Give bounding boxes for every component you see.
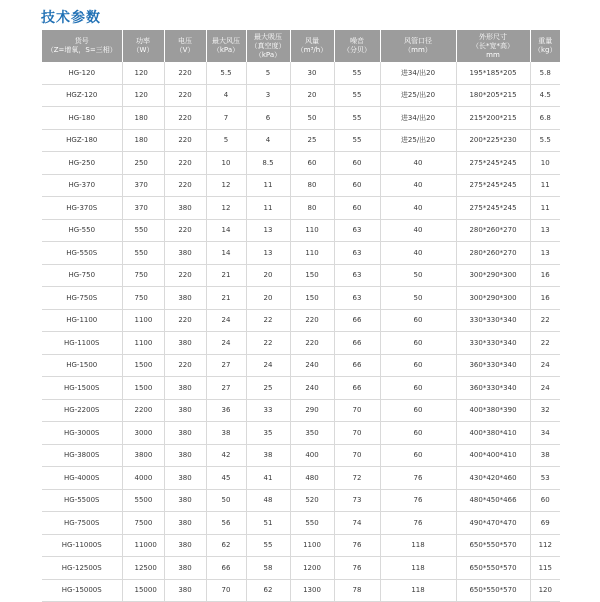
cell-weight: 69	[530, 512, 560, 535]
cell-noise: 60	[334, 174, 380, 197]
cell-max-wind-pressure: 36	[206, 399, 246, 422]
cell-weight: 5.8	[530, 62, 560, 84]
cell-dimensions: 300*290*300	[456, 264, 530, 287]
cell-max-wind-pressure: 70	[206, 579, 246, 602]
cell-max-wind-pressure: 50	[206, 489, 246, 512]
table-row	[42, 422, 560, 445]
cell-model: HGZ-120	[42, 84, 122, 107]
cell-max-vacuum: 4	[246, 129, 290, 152]
cell-power: 11000	[122, 534, 164, 557]
cell-dimensions: 200*225*230	[456, 129, 530, 152]
cell-voltage: 380	[164, 287, 206, 310]
cell-pipe-diameter: 118	[380, 557, 456, 580]
cell-dimensions: 650*550*570	[456, 579, 530, 602]
cell-weight: 6.8	[530, 107, 560, 130]
cell-max-vacuum: 58	[246, 557, 290, 580]
cell-power: 7500	[122, 512, 164, 535]
cell-power: 120	[122, 62, 164, 84]
cell-model: HG-370	[42, 174, 122, 197]
header-max-wind-pressure: 最大风压 （kPa）	[206, 30, 246, 62]
cell-pipe-diameter: 60	[380, 422, 456, 445]
cell-max-vacuum: 35	[246, 422, 290, 445]
cell-noise: 66	[334, 332, 380, 355]
table-row	[42, 197, 560, 220]
cell-noise: 66	[334, 354, 380, 377]
cell-max-vacuum: 22	[246, 332, 290, 355]
table-row	[42, 84, 560, 107]
cell-dimensions: 215*200*215	[456, 107, 530, 130]
cell-noise: 74	[334, 512, 380, 535]
cell-model: HG-1100S	[42, 332, 122, 355]
cell-max-wind-pressure: 27	[206, 377, 246, 400]
cell-dimensions: 330*330*340	[456, 332, 530, 355]
table-row	[42, 152, 560, 175]
spec-table	[42, 30, 560, 602]
cell-dimensions: 400*380*390	[456, 399, 530, 422]
cell-pipe-diameter: 76	[380, 489, 456, 512]
cell-power: 1500	[122, 377, 164, 400]
cell-dimensions: 430*420*460	[456, 467, 530, 490]
cell-pipe-diameter: 进34/出20	[380, 107, 456, 130]
cell-pipe-diameter: 40	[380, 242, 456, 265]
cell-voltage: 220	[164, 84, 206, 107]
cell-model: HG-180	[42, 107, 122, 130]
cell-max-wind-pressure: 38	[206, 422, 246, 445]
cell-voltage: 380	[164, 377, 206, 400]
cell-weight: 11	[530, 197, 560, 220]
cell-voltage: 220	[164, 107, 206, 130]
cell-dimensions: 650*550*570	[456, 534, 530, 557]
cell-air-volume: 80	[290, 174, 334, 197]
cell-max-wind-pressure: 62	[206, 534, 246, 557]
cell-air-volume: 1100	[290, 534, 334, 557]
table-row	[42, 264, 560, 287]
cell-power: 2200	[122, 399, 164, 422]
cell-pipe-diameter: 60	[380, 354, 456, 377]
cell-weight: 22	[530, 332, 560, 355]
cell-model: HG-370S	[42, 197, 122, 220]
cell-voltage: 220	[164, 129, 206, 152]
cell-air-volume: 220	[290, 309, 334, 332]
cell-weight: 32	[530, 399, 560, 422]
cell-pipe-diameter: 60	[380, 377, 456, 400]
cell-power: 250	[122, 152, 164, 175]
cell-max-wind-pressure: 14	[206, 219, 246, 242]
header-air-volume: 风量 （m³/h）	[290, 30, 334, 62]
cell-voltage: 380	[164, 534, 206, 557]
cell-power: 370	[122, 197, 164, 220]
header-noise: 噪音 （分贝）	[334, 30, 380, 62]
cell-max-vacuum: 51	[246, 512, 290, 535]
cell-air-volume: 1200	[290, 557, 334, 580]
cell-model: HG-750S	[42, 287, 122, 310]
cell-max-wind-pressure: 10	[206, 152, 246, 175]
header-max-vacuum: 最大吸压 （真空度） （kPa）	[246, 30, 290, 62]
cell-noise: 72	[334, 467, 380, 490]
cell-model: HG-3000S	[42, 422, 122, 445]
cell-dimensions: 490*470*470	[456, 512, 530, 535]
cell-model: HGZ-180	[42, 129, 122, 152]
cell-pipe-diameter: 60	[380, 332, 456, 355]
cell-voltage: 380	[164, 399, 206, 422]
cell-max-vacuum: 25	[246, 377, 290, 400]
cell-air-volume: 240	[290, 377, 334, 400]
cell-air-volume: 110	[290, 242, 334, 265]
cell-power: 180	[122, 129, 164, 152]
cell-voltage: 380	[164, 444, 206, 467]
cell-air-volume: 60	[290, 152, 334, 175]
cell-air-volume: 350	[290, 422, 334, 445]
table-row	[42, 377, 560, 400]
cell-voltage: 380	[164, 467, 206, 490]
cell-model: HG-1100	[42, 309, 122, 332]
cell-dimensions: 275*245*245	[456, 174, 530, 197]
header-power: 功率 （W）	[122, 30, 164, 62]
cell-max-vacuum: 3	[246, 84, 290, 107]
cell-voltage: 220	[164, 174, 206, 197]
cell-model: HG-7500S	[42, 512, 122, 535]
table-row	[42, 512, 560, 535]
cell-noise: 66	[334, 377, 380, 400]
cell-model: HG-250	[42, 152, 122, 175]
cell-dimensions: 360*330*340	[456, 377, 530, 400]
cell-air-volume: 150	[290, 287, 334, 310]
table-row	[42, 219, 560, 242]
cell-air-volume: 80	[290, 197, 334, 220]
cell-voltage: 220	[164, 152, 206, 175]
table-row	[42, 467, 560, 490]
table-row	[42, 174, 560, 197]
cell-power: 550	[122, 219, 164, 242]
cell-max-vacuum: 33	[246, 399, 290, 422]
cell-power: 4000	[122, 467, 164, 490]
cell-air-volume: 520	[290, 489, 334, 512]
cell-pipe-diameter: 60	[380, 309, 456, 332]
cell-model: HG-550	[42, 219, 122, 242]
cell-max-vacuum: 41	[246, 467, 290, 490]
cell-max-vacuum: 13	[246, 219, 290, 242]
table-row	[42, 129, 560, 152]
cell-weight: 34	[530, 422, 560, 445]
cell-max-wind-pressure: 27	[206, 354, 246, 377]
cell-power: 1100	[122, 309, 164, 332]
cell-dimensions: 400*400*410	[456, 444, 530, 467]
cell-power: 120	[122, 84, 164, 107]
cell-max-wind-pressure: 56	[206, 512, 246, 535]
table-row	[42, 107, 560, 130]
cell-power: 1500	[122, 354, 164, 377]
cell-power: 15000	[122, 579, 164, 602]
table-header-row	[42, 30, 560, 62]
header-weight: 重量 （kg）	[530, 30, 560, 62]
cell-weight: 115	[530, 557, 560, 580]
cell-noise: 63	[334, 264, 380, 287]
cell-weight: 11	[530, 174, 560, 197]
cell-max-wind-pressure: 5	[206, 129, 246, 152]
cell-model: HG-11000S	[42, 534, 122, 557]
cell-max-vacuum: 13	[246, 242, 290, 265]
cell-max-vacuum: 62	[246, 579, 290, 602]
cell-weight: 13	[530, 219, 560, 242]
cell-weight: 22	[530, 309, 560, 332]
cell-voltage: 220	[164, 354, 206, 377]
cell-max-wind-pressure: 21	[206, 287, 246, 310]
cell-pipe-diameter: 40	[380, 152, 456, 175]
cell-pipe-diameter: 60	[380, 399, 456, 422]
cell-max-wind-pressure: 5.5	[206, 62, 246, 84]
cell-pipe-diameter: 40	[380, 197, 456, 220]
cell-dimensions: 300*290*300	[456, 287, 530, 310]
cell-weight: 60	[530, 489, 560, 512]
cell-power: 3000	[122, 422, 164, 445]
cell-power: 750	[122, 264, 164, 287]
cell-weight: 10	[530, 152, 560, 175]
cell-max-wind-pressure: 12	[206, 174, 246, 197]
cell-weight: 38	[530, 444, 560, 467]
cell-dimensions: 280*260*270	[456, 219, 530, 242]
cell-model: HG-1500	[42, 354, 122, 377]
cell-weight: 13	[530, 242, 560, 265]
cell-max-wind-pressure: 24	[206, 332, 246, 355]
cell-dimensions: 275*245*245	[456, 197, 530, 220]
cell-dimensions: 195*185*205	[456, 62, 530, 84]
table-row	[42, 489, 560, 512]
cell-dimensions: 650*550*570	[456, 557, 530, 580]
cell-pipe-diameter: 40	[380, 174, 456, 197]
table-row	[42, 399, 560, 422]
cell-dimensions: 400*380*410	[456, 422, 530, 445]
cell-air-volume: 150	[290, 264, 334, 287]
cell-dimensions: 330*330*340	[456, 309, 530, 332]
cell-model: HG-750	[42, 264, 122, 287]
cell-weight: 16	[530, 264, 560, 287]
cell-voltage: 380	[164, 579, 206, 602]
cell-weight: 24	[530, 354, 560, 377]
cell-air-volume: 50	[290, 107, 334, 130]
cell-power: 1100	[122, 332, 164, 355]
cell-dimensions: 280*260*270	[456, 242, 530, 265]
cell-noise: 55	[334, 84, 380, 107]
cell-noise: 55	[334, 129, 380, 152]
cell-pipe-diameter: 76	[380, 512, 456, 535]
cell-max-vacuum: 6	[246, 107, 290, 130]
cell-air-volume: 30	[290, 62, 334, 84]
cell-noise: 70	[334, 444, 380, 467]
cell-voltage: 380	[164, 557, 206, 580]
cell-pipe-diameter: 50	[380, 287, 456, 310]
cell-noise: 76	[334, 557, 380, 580]
cell-pipe-diameter: 50	[380, 264, 456, 287]
table-row	[42, 579, 560, 602]
cell-pipe-diameter: 60	[380, 444, 456, 467]
cell-weight: 120	[530, 579, 560, 602]
table-row	[42, 534, 560, 557]
cell-model: HG-4000S	[42, 467, 122, 490]
cell-noise: 76	[334, 534, 380, 557]
cell-pipe-diameter: 40	[380, 219, 456, 242]
cell-noise: 63	[334, 287, 380, 310]
cell-dimensions: 275*245*245	[456, 152, 530, 175]
cell-model: HG-3800S	[42, 444, 122, 467]
cell-max-vacuum: 11	[246, 197, 290, 220]
cell-max-vacuum: 55	[246, 534, 290, 557]
table-body	[42, 62, 560, 602]
cell-noise: 70	[334, 422, 380, 445]
cell-noise: 63	[334, 242, 380, 265]
cell-voltage: 220	[164, 219, 206, 242]
cell-voltage: 380	[164, 422, 206, 445]
cell-weight: 53	[530, 467, 560, 490]
cell-air-volume: 20	[290, 84, 334, 107]
cell-dimensions: 360*330*340	[456, 354, 530, 377]
cell-power: 3800	[122, 444, 164, 467]
table-row	[42, 287, 560, 310]
cell-noise: 63	[334, 219, 380, 242]
cell-model: HG-2200S	[42, 399, 122, 422]
cell-weight: 4.5	[530, 84, 560, 107]
cell-weight: 112	[530, 534, 560, 557]
cell-dimensions: 180*205*215	[456, 84, 530, 107]
cell-max-vacuum: 38	[246, 444, 290, 467]
cell-voltage: 220	[164, 264, 206, 287]
cell-model: HG-120	[42, 62, 122, 84]
cell-max-wind-pressure: 45	[206, 467, 246, 490]
header-dimensions: 外形尺寸 （长*宽*高） mm	[456, 30, 530, 62]
cell-max-wind-pressure: 7	[206, 107, 246, 130]
table-row	[42, 332, 560, 355]
cell-max-vacuum: 24	[246, 354, 290, 377]
cell-power: 370	[122, 174, 164, 197]
header-model: 货号 （Z=增氧，S=三相）	[42, 30, 122, 62]
table-row	[42, 309, 560, 332]
cell-voltage: 220	[164, 62, 206, 84]
cell-noise: 70	[334, 399, 380, 422]
cell-max-wind-pressure: 4	[206, 84, 246, 107]
cell-model: HG-15000S	[42, 579, 122, 602]
table-row	[42, 557, 560, 580]
cell-max-vacuum: 8.5	[246, 152, 290, 175]
cell-power: 750	[122, 287, 164, 310]
cell-max-vacuum: 48	[246, 489, 290, 512]
cell-air-volume: 25	[290, 129, 334, 152]
cell-max-vacuum: 20	[246, 264, 290, 287]
header-pipe-diameter: 风管口径 （mm）	[380, 30, 456, 62]
cell-air-volume: 290	[290, 399, 334, 422]
cell-air-volume: 480	[290, 467, 334, 490]
page-title: 技术参数	[41, 10, 101, 26]
cell-max-vacuum: 20	[246, 287, 290, 310]
cell-power: 550	[122, 242, 164, 265]
cell-voltage: 380	[164, 512, 206, 535]
table-row	[42, 354, 560, 377]
cell-noise: 66	[334, 309, 380, 332]
header-voltage: 电压 （V）	[164, 30, 206, 62]
cell-power: 180	[122, 107, 164, 130]
cell-voltage: 220	[164, 309, 206, 332]
cell-max-wind-pressure: 42	[206, 444, 246, 467]
cell-noise: 60	[334, 152, 380, 175]
cell-voltage: 380	[164, 197, 206, 220]
cell-voltage: 380	[164, 489, 206, 512]
cell-weight: 24	[530, 377, 560, 400]
cell-power: 12500	[122, 557, 164, 580]
cell-model: HG-5500S	[42, 489, 122, 512]
cell-max-wind-pressure: 24	[206, 309, 246, 332]
cell-air-volume: 400	[290, 444, 334, 467]
cell-noise: 60	[334, 197, 380, 220]
cell-max-wind-pressure: 14	[206, 242, 246, 265]
cell-pipe-diameter: 118	[380, 534, 456, 557]
cell-air-volume: 1300	[290, 579, 334, 602]
cell-max-wind-pressure: 12	[206, 197, 246, 220]
table-row	[42, 444, 560, 467]
cell-weight: 16	[530, 287, 560, 310]
cell-noise: 55	[334, 62, 380, 84]
cell-model: HG-1500S	[42, 377, 122, 400]
cell-power: 5500	[122, 489, 164, 512]
cell-max-wind-pressure: 66	[206, 557, 246, 580]
cell-voltage: 380	[164, 332, 206, 355]
cell-max-vacuum: 11	[246, 174, 290, 197]
cell-pipe-diameter: 进25/出20	[380, 129, 456, 152]
cell-max-vacuum: 22	[246, 309, 290, 332]
table-row	[42, 62, 560, 84]
cell-voltage: 380	[164, 242, 206, 265]
cell-air-volume: 550	[290, 512, 334, 535]
cell-air-volume: 220	[290, 332, 334, 355]
cell-model: HG-12500S	[42, 557, 122, 580]
cell-noise: 55	[334, 107, 380, 130]
cell-pipe-diameter: 118	[380, 579, 456, 602]
cell-pipe-diameter: 76	[380, 467, 456, 490]
cell-max-vacuum: 5	[246, 62, 290, 84]
cell-pipe-diameter: 进34/出20	[380, 62, 456, 84]
cell-dimensions: 480*450*466	[456, 489, 530, 512]
cell-noise: 73	[334, 489, 380, 512]
cell-pipe-diameter: 进25/出20	[380, 84, 456, 107]
cell-weight: 5.5	[530, 129, 560, 152]
cell-noise: 78	[334, 579, 380, 602]
cell-air-volume: 110	[290, 219, 334, 242]
table-row	[42, 242, 560, 265]
cell-air-volume: 240	[290, 354, 334, 377]
cell-max-wind-pressure: 21	[206, 264, 246, 287]
cell-model: HG-550S	[42, 242, 122, 265]
